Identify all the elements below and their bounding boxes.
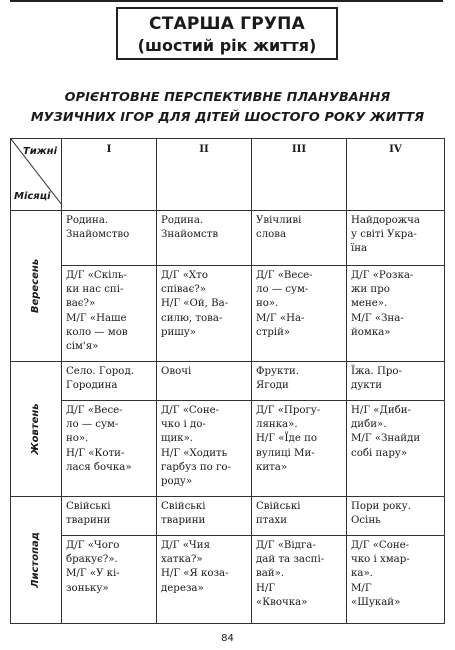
month-cell: [11, 211, 62, 362]
planning-table: [10, 138, 445, 624]
topic-cell: Їжа. Про- дукти: [347, 362, 445, 401]
topic-row: [11, 497, 445, 536]
top-rule: [10, 0, 443, 2]
games-cell: Д/Г «Розка- жи про мене». М/Г «Зна- йомка»: [347, 266, 445, 362]
games-cell: Н/Г «Диби- диби». М/Г «Знайди собі пару»: [347, 401, 445, 497]
month-label: Листопад: [29, 532, 41, 588]
topic-cell: Овочі: [157, 362, 252, 401]
week-header-row: [11, 139, 445, 211]
games-cell: Д/Г «Весе- ло — сум- но». Н/Г «Коти- лася бочка»: [62, 401, 157, 497]
week-header: II: [157, 139, 252, 211]
week-header: IV: [347, 139, 445, 211]
topic-cell: Свійські тварини: [62, 497, 157, 536]
topic-cell: Родина. Знайомство: [62, 211, 157, 266]
games-cell: Д/Г «Чого бракує?». М/Г «У кі- зоньку»: [62, 536, 157, 624]
topic-row: [11, 362, 445, 401]
month-cell: [11, 362, 62, 497]
page-number: 84: [221, 633, 234, 644]
topic-cell: Увічливі слова: [252, 211, 347, 266]
month-label: Вересень: [29, 258, 41, 314]
corner-cell: [11, 139, 62, 211]
week-header: III: [252, 139, 347, 211]
topic-cell: Родина. Знайомств: [157, 211, 252, 266]
topic-cell: Фрукти. Ягоди: [252, 362, 347, 401]
games-row: [11, 266, 445, 362]
weeks-label: Тижні: [22, 146, 57, 157]
heading-line-1: ОРІЄНТОВНЕ ПЕРСПЕКТИВНЕ ПЛАНУВАННЯ: [64, 90, 391, 105]
topic-cell: Пори року. Осінь: [347, 497, 445, 536]
games-cell: Д/Г «Весе- ло — сум- но». М/Г «На- стрій»: [252, 266, 347, 362]
month-cell: [11, 497, 62, 624]
games-row: [11, 536, 445, 624]
section-title: СТАРША ГРУПА: [149, 14, 305, 34]
games-row: [11, 401, 445, 497]
heading-line-2: МУЗИЧНИХ ІГОР ДЛЯ ДІТЕЙ ШОСТОГО РОКУ ЖИТТЯ: [30, 110, 425, 125]
games-cell: Д/Г «Хто співає?» Н/Г «Ой, Ва- силю, това- ришу»: [157, 266, 252, 362]
topic-row: [11, 211, 445, 266]
topic-cell: Свійські птахи: [252, 497, 347, 536]
games-cell: Д/Г «Чия хатка?» Н/Г «Я коза- дереза»: [157, 536, 252, 624]
section-subtitle: (шостий рік життя): [137, 36, 317, 55]
games-cell: Д/Г «Прогу- лянка». Н/Г «Їде по вулиці Ми- кита»: [252, 401, 347, 497]
topic-cell: Найдорожча у світі Укра- їна: [347, 211, 445, 266]
games-cell: Д/Г «Скіль- ки нас спі- ває?» М/Г «Наше коло — мов сім'я»: [62, 266, 157, 362]
week-header: I: [62, 139, 157, 211]
months-label: Місяці: [14, 190, 51, 202]
section-title-box: [116, 7, 338, 60]
topic-cell: Село. Город. Городина: [62, 362, 157, 401]
topic-cell: Свійські тварини: [157, 497, 252, 536]
games-cell: Д/Г «Соне- чко і хмар- ка». М/Г «Шукай»: [347, 536, 445, 624]
games-cell: Д/Г «Відга- дай та заспі- вай». Н/Г «Квочка»: [252, 536, 347, 624]
month-label: Жовтень: [29, 403, 41, 455]
games-cell: Д/Г «Соне- чко і до- щик». Н/Г «Ходить гарбуз по го- роду»: [157, 401, 252, 497]
